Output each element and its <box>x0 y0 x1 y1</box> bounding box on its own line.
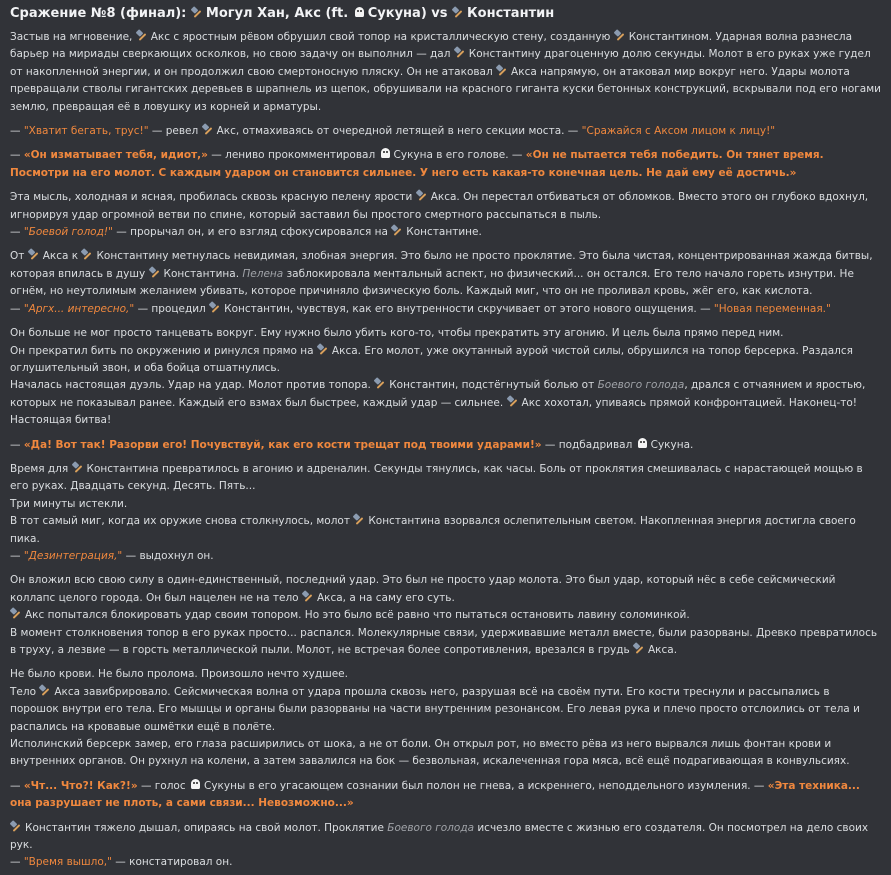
hammer-icon <box>302 591 315 602</box>
dialogue-quote: «Да! Вот так! Разорви его! Почувствуй, как его кости трещат под твоими ударами!» <box>23 438 542 451</box>
hammer-icon <box>191 7 204 18</box>
dialogue-quote: «Он изматывает тебя, идиот,» <box>23 149 208 162</box>
hammer-icon <box>209 302 222 313</box>
hammer-icon <box>507 396 520 407</box>
hammer-icon <box>633 643 646 654</box>
paragraph-2: — "Хватит бегать, трус!" — ревел Акс, отмахиваясь от очередной летящей в него секции моста. — "Сражайся с Аксом лицом к лицу!" <box>10 125 776 138</box>
dialogue-quote: «Он не пытается тебя победить. Он тянет время. Посмотри на его молот. С каждым ударом он становится сильнее. У него есть какая-то конечная цель. Не дай ему её достичь.» <box>10 149 824 179</box>
hammer-icon <box>10 608 23 619</box>
hammer-icon <box>452 7 465 18</box>
paragraph-11: — «Чт... Что?! Как?!» — голос Сукуны в его угасающем сознании был полон не гнева, а искреннего, неподдельного изумления. — «Эта техника... она разрушает не плоть, а сами связи... Невозможно...» <box>10 779 860 810</box>
hammer-icon <box>10 821 23 832</box>
dialogue-quote: "Время вышло," <box>23 856 112 869</box>
hammer-icon <box>614 30 627 41</box>
hammer-icon <box>81 249 94 260</box>
ghost-icon <box>636 438 649 449</box>
hammer-icon <box>28 249 41 260</box>
hammer-icon <box>416 190 429 201</box>
paragraph-3: — «Он изматывает тебя, идиот,» — лениво прокомментировал Сукуна в его голове. — «Он не пытается тебя победить. Он тянет время. Посмотри на его молот. С каждым ударом он становится сильнее. У него есть какая-то конечная цель. Не дай ему её достичь.» <box>10 149 824 179</box>
paragraph-5: От Акса к Константину метнулась невидимая, злобная энергия. Это было не просто проклятие. Это была чистая, концентрированная жажда битвы, которая впилась в душу Константина. Пелена заблокировала ментальный аспект, но физический... он остался. Его тело начало гореть изнутри. Не огнём, но неутолимым желанием убивать, которое причиняло физическую боль. Каждый миг, что он не проливал кровь, жёг его, как кислота. — "Аргх... интересно," — процедил Константин, чувствуя, как его внутренности скручивает от этого нового ощущения. — "Новая переменная." <box>10 250 873 315</box>
paragraph-12: Константин тяжело дышал, опираясь на свой молот. Проклятие Боевого голода исчезло вместе с жизнью его создателя. Он посмотрел на дело своих рук. — "Время вышло," — констатировал он. <box>10 821 869 869</box>
hammer-icon <box>496 65 509 76</box>
paragraph-8: Время для Константина превратилось в агонию и адреналин. Секунды тянулись, как часы. Боль от проклятия смешивалась с нарастающей мощью в его руках. Двадцать секунд. Десять. Пять... Три минуты истекли. В тот самый миг, когда их оружие снова столкнулось, молот Константина взорвался ослепительным светом. Накопленная энергия достигла своего пика. — "Дезинтеграция," — выдохнул он. <box>10 462 863 562</box>
dialogue-quote: "Дезинтеграция," <box>23 549 123 562</box>
hammer-icon <box>317 344 330 355</box>
hammer-icon <box>454 47 467 58</box>
dialogue-quote: «Эта техника... она разрушает не плоть, а сами связи... Невозможно...» <box>10 779 860 810</box>
paragraph-7: — «Да! Вот так! Разорви его! Почувствуй, как его кости трещат под твоими ударами!» — подбадривал Сукуна. <box>10 438 694 451</box>
ghost-icon <box>379 148 392 159</box>
ghost-icon <box>189 779 202 790</box>
dialogue-quote: «Чт... Что?! Как?!» <box>23 779 138 792</box>
battle-title: Сражение №8 (финал): Могул Хан, Акс (ft. Сукуна) vs Константин <box>10 6 555 21</box>
paragraph-9: Он вложил всю свою силу в один-единственный, последний удар. Это был не просто удар молота. Это был удар, который нёс в себе сейсмический коллапс целого города. Он был нацелен не на тело Акса, а на саму его суть. Акс попытался блокировать удар своим топором. Но это было всё равно что пытаться остановить лавину соломинкой. В момент столкновения топор в его руках просто... распался. Молекулярные связи, удерживавшие металл вместе, были разорваны. Древко превратилось в труху, а лезвие — в горсть металлической пыли. Молот, не встречая более сопротивления, врезался в грудь Акса. <box>10 574 878 656</box>
hammer-icon <box>149 267 162 278</box>
dialogue-quote: "Сражайся с Аксом лицом к лицу!" <box>581 125 776 138</box>
hammer-icon <box>136 30 149 41</box>
dialogue-quote: "Аргх... интересно," <box>23 302 135 315</box>
hammer-icon <box>353 514 366 525</box>
hammer-icon <box>374 378 387 389</box>
paragraph-6: Он больше не мог просто танцевать вокруг. Ему нужно было убить кого-то, чтобы прекратить эту агонию. И цель была прямо перед ним. Он прекратил бить по окружению и ринулся прямо на Акса. Его молот, уже окутанный аурой чистой силы, обрушился на топор берсерка. Раздался оглушительный звон, и оба бойца отшатнулись. Началась настоящая дуэль. Удар на удар. Молот против топора. Константин, подстёгнутый болью от Боевого голода, дрался с отчаянием и яростью, которых не показывал ранее. Каждый его взмах был быстрее, каждый удар — сильнее. Акс хохотал, упиваясь прямой конфронтацией. Наконец-то! Настоящая битва! <box>10 327 866 427</box>
paragraph-4: Эта мысль, холодная и ясная, пробилась сквозь красную пелену ярости Акса. Он перестал отбиваться от обломков. Вместо этого он глубоко вдохнул, игнорируя удар огромной ветви по спине, который заставил бы простого смертного рассыпаться в пыль. — "Боевой голод!" — прорычал он, и его взгляд сфокусировался на Константине. <box>10 191 869 239</box>
hammer-icon <box>72 462 85 473</box>
dialogue-quote: "Боевой голод!" <box>23 226 113 239</box>
dialogue-quote: "Хватит бегать, трус!" <box>23 125 149 138</box>
paragraph-1: Застыв на мгновение, Акс с яростным рёвом обрушил свой топор на кристаллическую стену, созданную Константином. Ударная волна разнесла барьер на мириады сверкающих осколков, но свою задачу он выполнил — дал Константину драгоценную долю секунды. Молот в его руках уже гудел от накопленной энергии, и он продолжил свою смертоносную пляску. Он не атаковал Акса напрямую, он атаковал мир вокруг него. Удары молота превращали стволы гигантских деревьев в шрапнель из щепок, обрушивали на красного гиганта куски бетонных конструкций, вскрывали под его ногами землю, превращая её в ловушку из корней и арматуры. <box>10 31 881 113</box>
paragraph-10: Не было крови. Не было пролома. Произошло нечто худшее. Тело Акса завибрировало. Сейсмическая волна от удара прошла сквозь него, разрушая всё на своём пути. Его кости треснули и рассыпались в порошок внутри его тела. Его мышцы и органы были разорваны на части внутренним резонансом. Его левая рука и плечо просто отслоились от тела и распались на кровавые ошмётки ещё в полёте. Исполинский берсерк замер, его глаза расширились от шока, а не от боли. Он открыл рот, но вместо рёва из него вырвался лишь фонтан крови и внутренних органов. Он рухнул на колени, а затем завалился на бок — безвольная, искалеченная гора мяса, всё ещё подрагивающая в конвульсиях. <box>10 668 860 768</box>
ghost-icon <box>353 7 366 18</box>
dialogue-quote: "Новая переменная." <box>713 302 831 315</box>
hammer-icon <box>39 685 52 696</box>
hammer-icon <box>391 225 404 236</box>
hammer-icon <box>202 124 215 135</box>
